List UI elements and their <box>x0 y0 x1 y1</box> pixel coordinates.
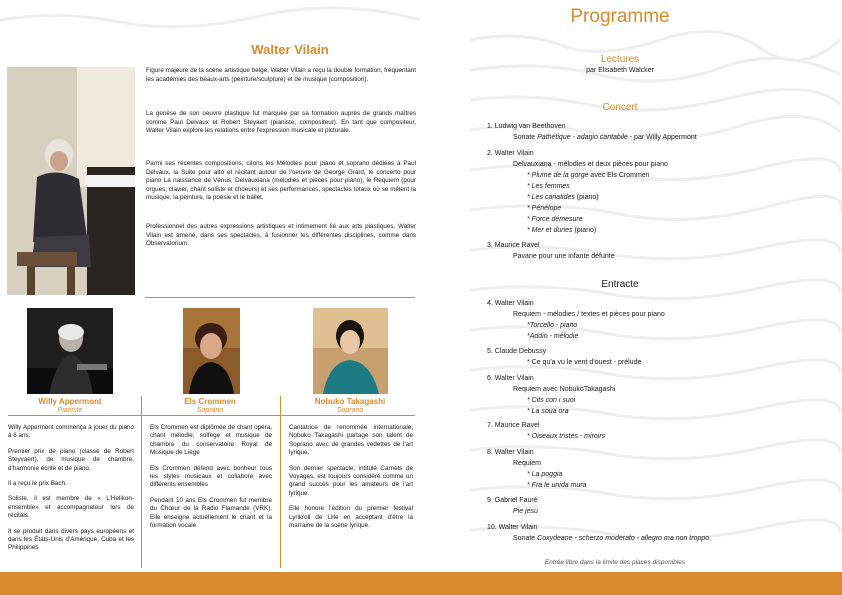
entracte-heading: Entracte <box>601 279 639 290</box>
programme-piece: * Les cariatides (piano) <box>527 194 599 201</box>
walter-vilain-bio <box>146 67 416 260</box>
programme-piece: * Mer et dunes (piano) <box>527 227 597 234</box>
lectures-by: par Elisabeth Walcker <box>586 67 654 74</box>
programme-detail: Sonate Coxydeane - scherzo moderato - allegro ma non troppo <box>513 535 710 542</box>
programme-item: 3. Maurice Ravel <box>487 242 540 249</box>
programme-detail: Pavane pour une infante défunte <box>513 253 615 260</box>
bio-paragraph: Pendant 10 ans Els Crommen fut membre du Chœur de la Radio Flamande (VRK). Elle enseigne actuellement le chant et la formation vocale <box>150 496 272 530</box>
bio-paragraph: Els Crommen défend avec bonheur tous les styles musicaux et collabore avec différents ensembles <box>150 464 272 489</box>
programme-piece: * Plume de la gorge avec Els Crommen <box>527 172 650 179</box>
programme-item: 10. Walter Vilain <box>487 524 538 531</box>
nobuko-takagashi-bio <box>289 424 413 537</box>
programme-piece: * La soua ora <box>527 408 569 415</box>
programme-piece: * Ce qu'a vu le vent d'ouest - prélude <box>527 359 642 366</box>
nobuko-takagashi-photo <box>313 308 388 394</box>
programme-piece: * Fra le unida mura <box>527 482 587 489</box>
programme-detail: Requiem <box>513 460 542 467</box>
bio-paragraph: Figure majeure de la scène artistique belge, Walter Vilain a reçu la double formation, fréquentant les académies des beaux-arts (peinture/sculpture) et de musique (composition). <box>146 67 416 83</box>
column-divider <box>141 396 142 568</box>
artist-name: Els Crommen <box>184 397 236 406</box>
section-divider <box>145 297 415 298</box>
programme-piece: * Oiseaux tristes - miroirs <box>527 433 606 440</box>
programme-item: 1. Ludwig van Beethoven <box>487 123 566 130</box>
artist-name: Willy Appermont <box>38 397 102 406</box>
programme-piece: * Force démesure <box>527 216 583 223</box>
bio-paragraph: Cantatrice de renommée internationale, Nobuko Takagashi partage son talent de Soprano avec de grandes vedettes de l'art lyrique. <box>289 424 413 457</box>
bio-paragraph: La genèse de son oeuvre plastique fut marquée par sa formation auprès de grands maîtres comme Paul Delvaux et Robert Steyaert (pianiste, compositeur). En tant que compositeur, Walter Vilain explore les relations entre l'expression musicale et picturale. <box>146 110 416 135</box>
free-entry-note: Entrée libre dans la limite des places disponibles <box>544 559 686 566</box>
bio-paragraph: Elle honore l'édition du premier festival Lyrikroll de Lille en acceptant d'être la marraine de la scène lyrique. <box>289 505 413 530</box>
programme-item: 4. Walter Vilain <box>487 300 534 307</box>
programme-item: 7. Maurice Ravel <box>487 422 540 429</box>
artist-divider <box>8 415 415 416</box>
bio-paragraph: Parmi ses récentes compositions, citons les Mélodies pour piano et soprano dédiées à Paul Delvaux, la Suite pour alto et récitant autour de l'oeuvre de George Grard, le concerto pour piano La naissance de Vénus, Delvauxiana (mélodies et pièces pour piano), le Requiem (pour orgues, clavier, chant soliste et choeurs) et ses performances, spectacles totaux où se mêlent la musique, la peinture, la poésie et le ballet. <box>146 159 416 202</box>
lectures-heading: Lectures <box>600 54 640 65</box>
programme-item: 5. Claude Debussy <box>487 348 547 355</box>
footer-band <box>0 572 842 595</box>
els-crommen-photo <box>183 308 240 394</box>
programme-item: 8. Walter Vilain <box>487 449 534 456</box>
programme-piece: * La poggia <box>527 471 563 478</box>
programme-piece: *Addio - mélodie <box>527 333 579 340</box>
programme-detail: Delvauxiana - mélodies et deux pièces pour piano <box>513 161 668 168</box>
bio-paragraph: Professionnel des autres expressions artistiques et intimement lié aux arts plastiques, Walter Vilain est amené, dans ses spectacles, à fusionner les différentes disciplines, comme dans Observatorium. <box>146 222 416 248</box>
programme-detail: Requiem avec NobukoTakagashi <box>513 386 616 393</box>
bio-paragraph: Son dernier spectacle, intitulé Carnets de Voyages, est toujours considéré comme un grand succès pour les amateurs de l'art lyrique. <box>289 464 413 497</box>
programme-piece: * Les femmes <box>527 183 570 190</box>
bio-paragraph: Il se produit dans divers pays européens et dans les États-Unis d'Amérique, Cuba et les Philippines <box>8 527 134 552</box>
willy-appermont-photo <box>27 308 113 394</box>
programme-detail: Pie jesu <box>513 508 538 515</box>
programme-title: Programme <box>570 6 670 27</box>
walter-vilain-photo <box>7 67 135 295</box>
artist-role: Soprano <box>336 407 364 414</box>
programme-item: 2. Walter Vilain <box>487 150 534 157</box>
programme-detail: Requiem - mélodies / textes et pièces pour piano <box>513 311 665 318</box>
bio-paragraph: Soliste, il est membre de « L'Helikon-ensemble» et accompagnateur lors de récitals. <box>8 495 134 520</box>
els-crommen-bio <box>150 424 272 537</box>
bio-paragraph: Els Crommen est diplômée de chant opéra, chant mélodie, solfège et musique de chambre du conservatoire Royal de Musique de Liège <box>150 424 272 457</box>
programme-piece: * Pénélope <box>527 205 562 212</box>
column-divider <box>280 396 281 568</box>
bio-paragraph: Il a reçu le prix Bach. <box>8 480 67 488</box>
programme-piece: * Cits con i suoi <box>527 397 576 404</box>
artist-role: Soprano <box>196 407 224 414</box>
programme-piece: *Torcello - piano <box>527 322 578 329</box>
bio-paragraph: Willy Appermont commença à jouer du piano à 6 ans. <box>8 424 134 440</box>
programme-item: 9. Gabriel Fauré <box>487 497 538 504</box>
artist-role: Pianiste <box>57 407 83 414</box>
willy-appermont-bio <box>8 424 134 560</box>
walter-vilain-heading: Walter Vilain <box>251 42 329 57</box>
programme-item: 6. Walter Vilain <box>487 375 534 382</box>
concert-heading: Concert <box>602 102 638 113</box>
bio-paragraph: Premier prix de piano (classe de Robert Steyvaert), de musique de chambre, d'harmonie écrite et de piano. <box>8 447 134 472</box>
programme-detail: Sonate Pathétique - adagio cantabile - par Willy Appermont <box>513 134 697 141</box>
artist-name: Nobuko Takagashi <box>314 397 386 406</box>
